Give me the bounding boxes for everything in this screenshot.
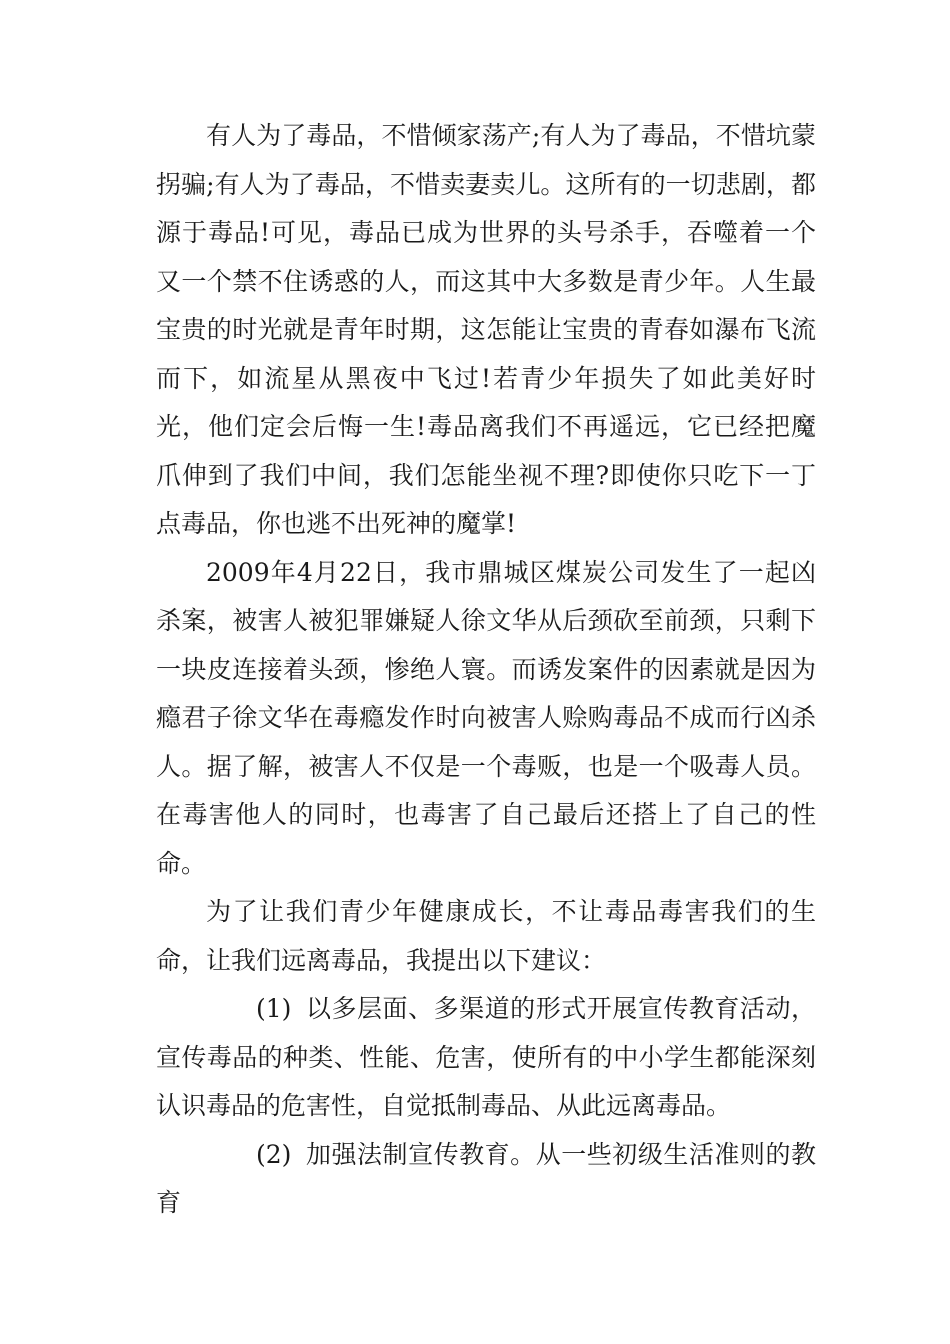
document-body — [156, 112, 816, 1228]
list-item-1 — [156, 985, 816, 1131]
list-item-number: (1) — [256, 994, 292, 1023]
paragraph-drug-harm: 有人为了毒品，不惜倾家荡产;有人为了毒品，不惜坑蒙拐骗;有人为了毒品，不惜卖妻卖儿。这所有的一切悲剧，都源于毒品!可见，毒品已成为世界的头号杀手，吞噬着一个又一个禁不住诱惑的人，而这其中大多数是青少年。人生最宝贵的时光就是青年时期，这怎能让宝贵的青春如瀑布飞流而下，如流星从黑夜中飞过!若青少年损失了如此美好时光，他们定会后悔一生!毒品离我们不再遥远，它已经把魔爪伸到了我们中间，我们怎能坐视不理?即使你只吃下一丁点毒品，你也逃不出死神的魔掌! — [156, 121, 816, 538]
paragraph-suggestions-intro: 为了让我们青少年健康成长，不让毒品毒害我们的生命，让我们远离毒品，我提出以下建议： — [156, 897, 816, 975]
list-item-text: 以多层面、多渠道的形式开展宣传教育活动，宣传毒品的种类、性能、危害，使所有的中小学生都能深刻认识毒品的危害性，自觉抵制毒品、从此远离毒品。 — [156, 994, 816, 1120]
list-item-number: (2) — [256, 1139, 292, 1169]
list-item-2 — [156, 1131, 816, 1228]
paragraph-murder-case: 2009年4月22日，我市鼎城区煤炭公司发生了一起凶杀案，被害人被犯罪嫌疑人徐文华从后颈砍至前颈，只剩下一块皮连接着头颈，惨绝人寰。而诱发案件的因素就是因为瘾君子徐文华在毒瘾发作时向被害人赊购毒品不成而行凶杀人。据了解，被害人不仅是一个毒贩，也是一个吸毒人员。在毒害他人的同时，也毒害了自己最后还搭上了自己的性命。 — [156, 557, 816, 878]
list-item-text: 加强法制宣传教育。从一些初级生活准则的教育 — [156, 1139, 816, 1217]
